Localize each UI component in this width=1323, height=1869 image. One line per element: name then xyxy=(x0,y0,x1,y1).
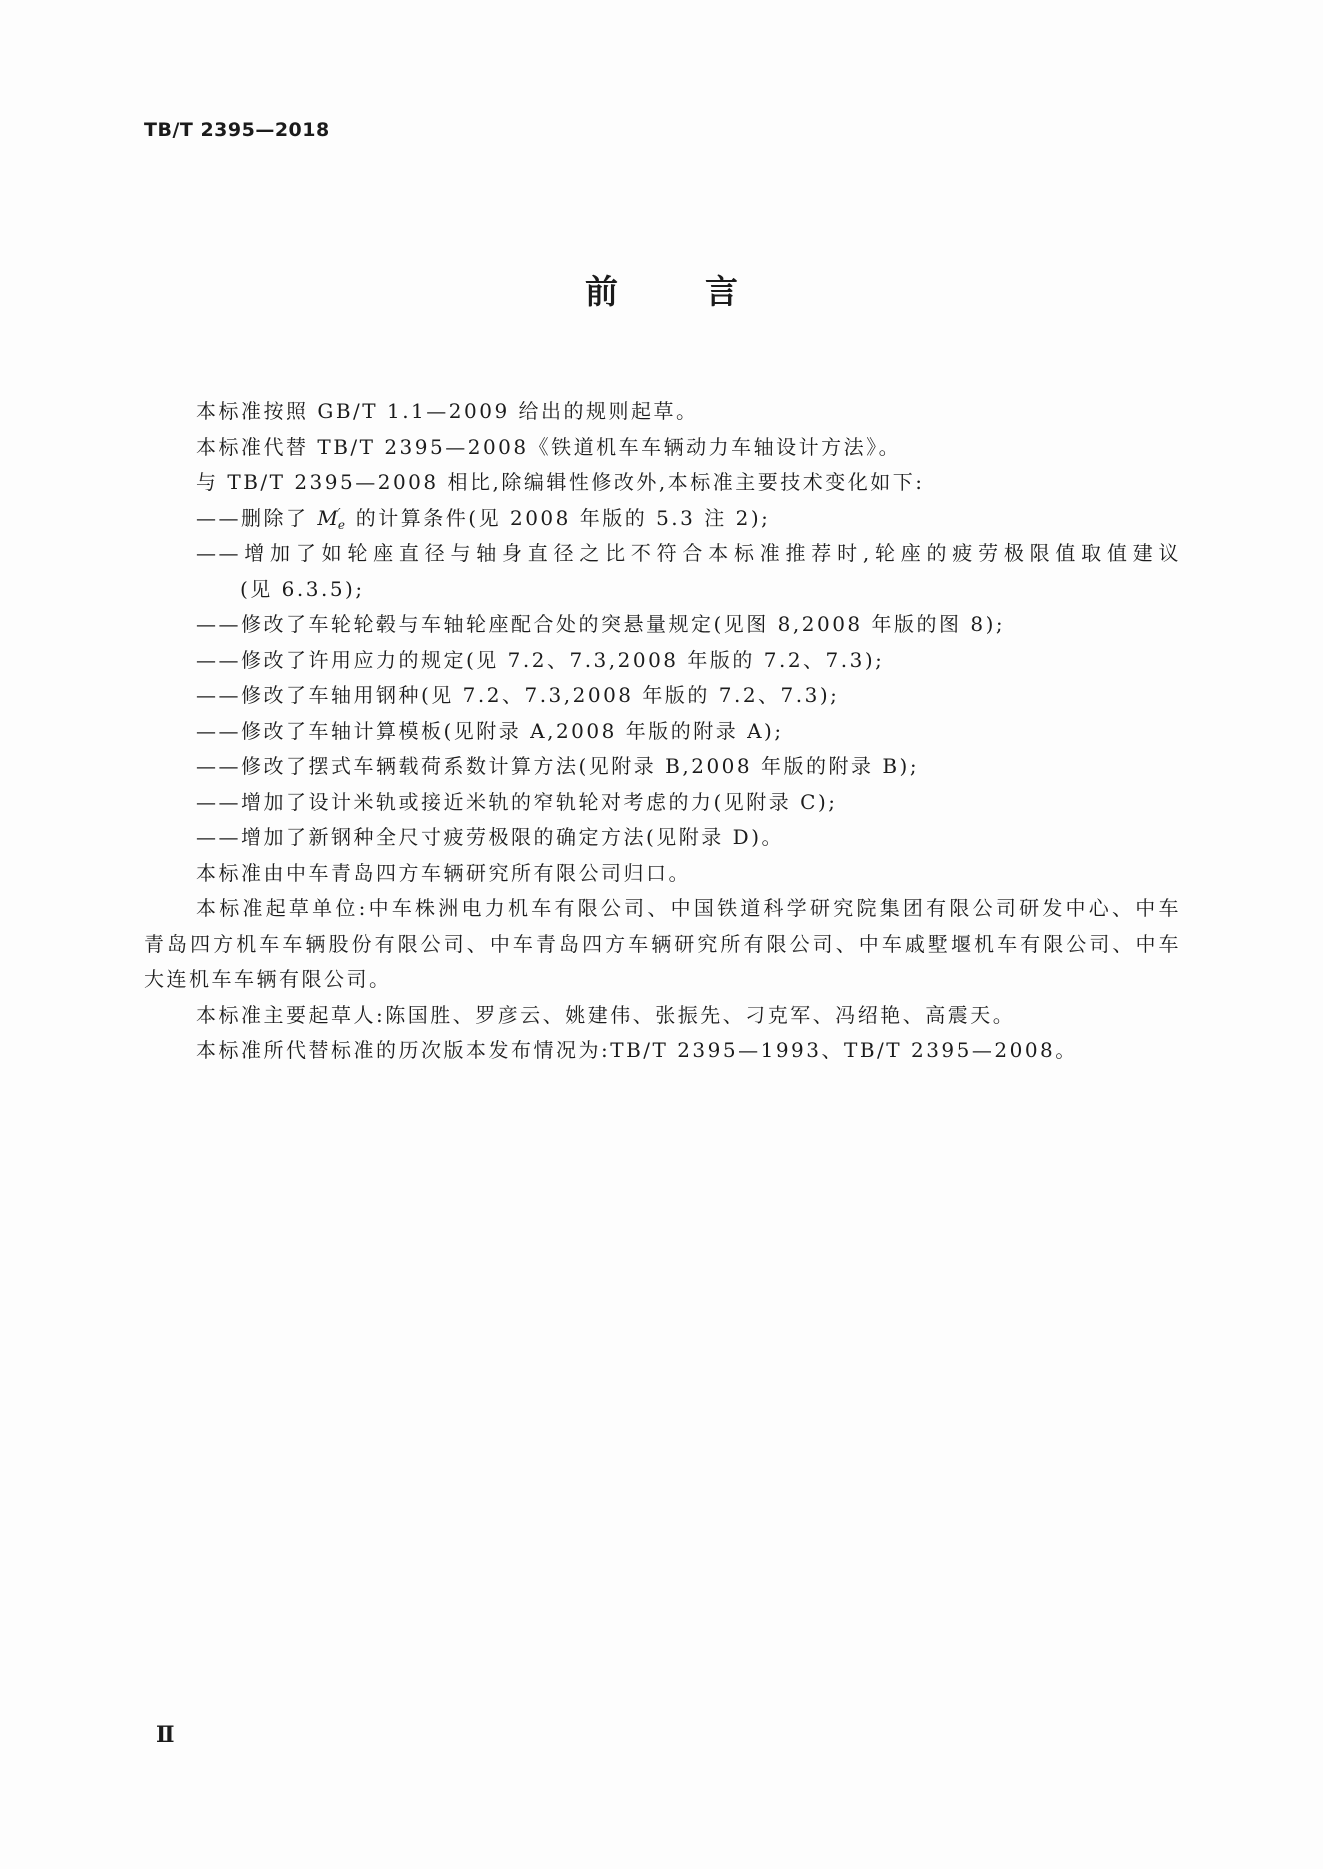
list-item: ——修改了车轴用钢种(见 7.2、7.3,2008 年版的 7.2、7.3); xyxy=(196,683,840,707)
paragraph-replaces: 本标准代替 TB/T 2395—2008《铁道机车车辆动力车轴设计方法》。 xyxy=(196,434,902,459)
formula-indices xyxy=(338,507,345,531)
paragraph-drafting-units-continued: 青岛四方机车车辆股份有限公司、中车青岛四方车辆研究所有限公司、中车戚墅堰机车有限公司、中车 xyxy=(144,931,1181,956)
list-item: ——修改了摆式车辆载荷系数计算方法(见附录 B,2008 年版的附录 B); xyxy=(196,754,920,778)
paragraph-drafters: 本标准主要起草人:陈国胜、罗彦云、姚建伟、张振先、刁克军、冯绍艳、高震天。 xyxy=(196,1002,1016,1027)
list-item-text: 的计算条件(见 2008 年版的 5.3 注 2); xyxy=(346,505,771,530)
list-item-continuation: (见 6.3.5); xyxy=(240,576,365,601)
list-item: ——修改了许用应力的规定(见 7.2、7.3,2008 年版的 7.2、7.3); xyxy=(196,647,885,672)
list-item-text: ——删除了 xyxy=(196,505,318,530)
paragraph-previous-editions: 本标准所代替标准的历次版本发布情况为:TB/T 2395—1993、TB/T 2395—2008。 xyxy=(196,1038,1078,1062)
formula-symbol: M xyxy=(317,505,338,530)
section-title: 前 言 xyxy=(585,272,765,311)
paragraph-changes-intro: 与 TB/T 2395—2008 相比,除编辑性修改外,本标准主要技术变化如下: xyxy=(196,470,925,494)
page-number: Ⅱ xyxy=(156,1722,175,1748)
list-item: ——修改了车轴计算模板(见附录 A,2008 年版的附录 A); xyxy=(196,718,784,743)
list-item: ——增加了新钢种全尺寸疲劳极限的确定方法(见附录 D)。 xyxy=(196,825,784,849)
formula-superscript: ′ xyxy=(337,506,341,520)
list-item: ——增加了设计米轨或接近米轨的窄轨轮对考虑的力(见附录 C); xyxy=(196,789,838,814)
paragraph-drafting-units: 本标准起草单位:中车株洲电力机车有限公司、中国铁道科学研究院集团有限公司研发中心、中车 xyxy=(196,896,1181,920)
paragraph-drafting-units-end: 大连机车车辆有限公司。 xyxy=(144,967,392,991)
formula-subscript: e xyxy=(337,518,345,532)
list-item: ——增加了如轮座直径与轴身直径之比不符合本标准推荐时,轮座的疲劳极限值取值建议 xyxy=(196,541,1181,565)
paragraph-responsible-unit: 本标准由中车青岛四方车辆研究所有限公司归口。 xyxy=(196,860,691,885)
paragraph-drafting-rules: 本标准按照 GB/T 1.1—2009 给出的规则起草。 xyxy=(196,399,699,423)
foreword-body xyxy=(144,394,1181,1069)
list-item: ——修改了车轮轮毂与车轴轮座配合处的突悬量规定(见图 8,2008 年版的图 8); xyxy=(196,612,1006,636)
document-number: TB/T 2395—2018 xyxy=(144,119,330,141)
list-item xyxy=(144,501,1181,537)
